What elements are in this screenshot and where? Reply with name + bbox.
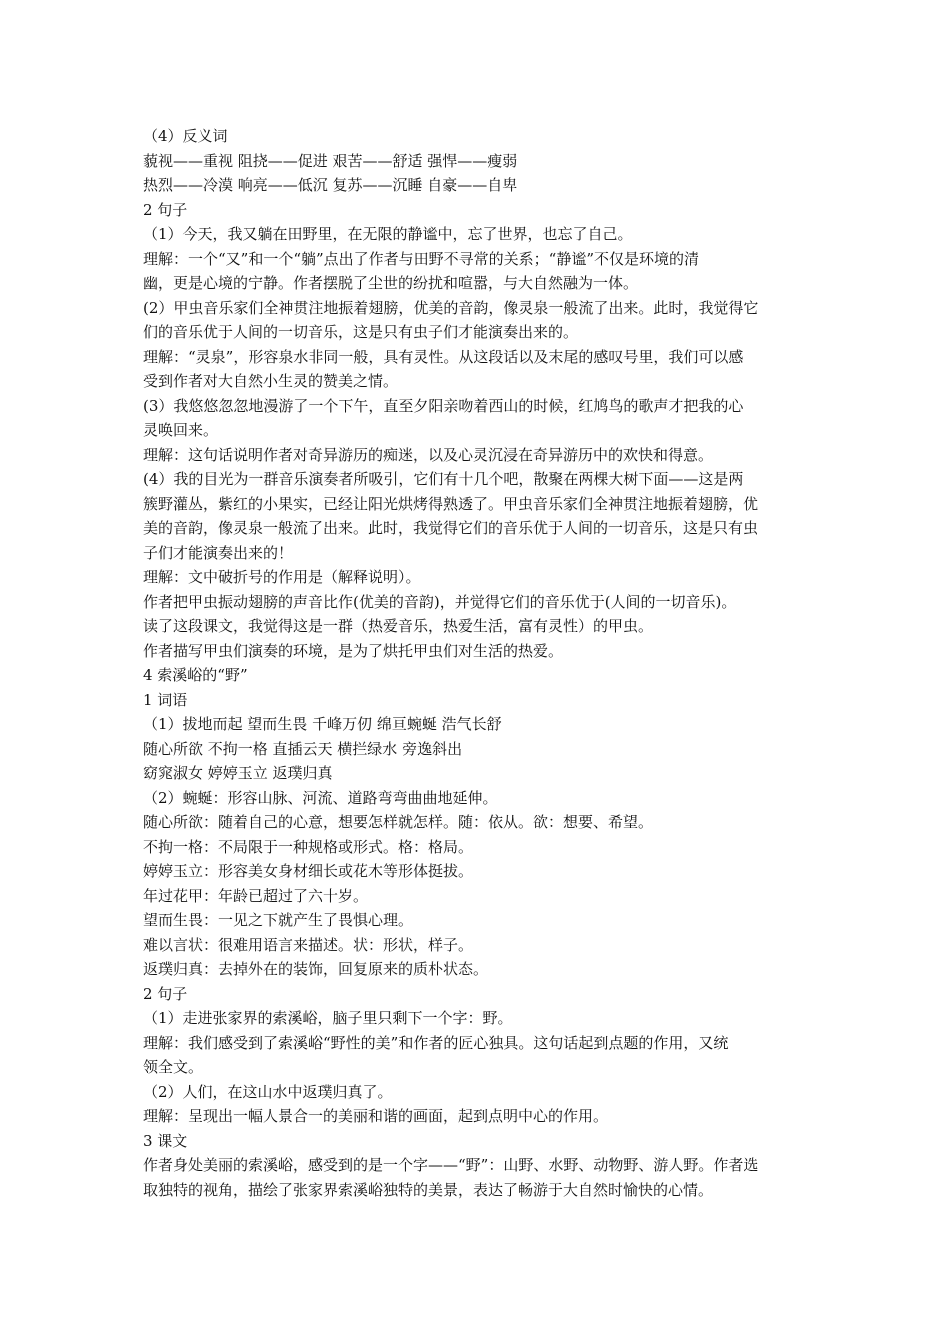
sentence-2-analysis: 理解：“灵泉”，形容泉水非同一般，具有灵性。从这段话以及末尾的感叹号里，我们可以感 xyxy=(143,347,744,366)
lesson-4-sentence-1: （1）走进张家界的索溪峪，脑子里只剩下一个字：野。 xyxy=(143,1009,513,1027)
antonyms-heading: （4）反义词 xyxy=(143,127,228,145)
sentence-3-analysis: 理解：这句话说明作者对奇异游历的痴迷，以及心灵沉浸在奇异游历中的欢快和得意。 xyxy=(143,445,714,464)
text-summary-cont: 取独特的视角，描绘了张家界索溪峪独特的美景，表达了畅游于大自然时愉快的心情。 xyxy=(143,1180,714,1199)
definition-wanyan: （2）蜿蜒：形容山脉、河流、道路弯弯曲曲地延伸。 xyxy=(143,788,498,807)
sentence-1-analysis-cont: 幽，更是心境的宁静。作者摆脱了尘世的纷扰和喧嚣，与大自然融为一体。 xyxy=(143,274,639,292)
sentence-3-cont: 灵唤回来。 xyxy=(143,421,219,439)
definition-bujuyige: 不拘一格：不局限于一种规格或形式。格：格局。 xyxy=(143,837,474,856)
sentence-4-cont-3: 子们才能演奏出来的！ xyxy=(143,543,294,562)
sentences-heading-2: 2 句子 xyxy=(143,984,188,1003)
vocabulary-row-3: 窈窕淑女 婷婷玉立 返璞归真 xyxy=(143,764,333,782)
sentence-4-analysis: 理解：文中破折号的作用是（解释说明）。 xyxy=(143,568,421,586)
sentence-4-metaphor: 作者把甲虫振动翅膀的声音比作(优美的音韵)，并觉得它们的音乐优于(人间的一切音乐)。 xyxy=(143,592,737,611)
lesson-4-sentence-1-analysis: 理解：我们感受到了索溪峪“野性的美”和作者的匠心独具。这句话起到点题的作用，又统 xyxy=(143,1033,729,1052)
vocabulary-row-2: 随心所欲 不拘一格 直插云天 横拦绿水 旁逸斜出 xyxy=(143,739,463,758)
sentence-4-reflection: 读了这段课文，我觉得这是一群（热爱音乐，热爱生活，富有灵性）的甲虫。 xyxy=(143,617,654,635)
definition-nianguohuajia: 年过花甲：年龄已超过了六十岁。 xyxy=(143,886,369,905)
text-heading: 3 课文 xyxy=(143,1131,188,1150)
sentence-4-cont-2: 美的音韵，像灵泉一般流了出来。此时，我觉得它们的音乐优于人间的一切音乐，这是只有虫 xyxy=(143,519,759,537)
document-body xyxy=(143,124,807,1202)
lesson-4-sentence-1-analysis-cont: 领全文。 xyxy=(143,1058,204,1076)
definition-tingtingyuli: 婷婷玉立：形容美女身材细长或花木等形体挺拔。 xyxy=(143,862,474,880)
definition-wangershengwei: 望而生畏：一见之下就产生了畏惧心理。 xyxy=(143,911,414,929)
sentence-2-analysis-cont: 受到作者对大自然小生灵的赞美之情。 xyxy=(143,372,399,390)
vocabulary-heading: 1 词语 xyxy=(143,690,188,709)
lesson-4-sentence-2-analysis: 理解：呈现出一幅人景合一的美丽和谐的画面，起到点明中心的作用。 xyxy=(143,1107,609,1125)
definition-nanyiyanzhuang: 难以言状：很难用语言来描述。状：形状，样子。 xyxy=(143,935,474,954)
definition-fanpuguizhen: 返璞归真：去掉外在的装饰，回复原来的质朴状态。 xyxy=(143,960,489,978)
sentence-3: (3）我悠悠忽忽地漫游了一个下午，直至夕阳亲吻着西山的时候，红鸠鸟的歌声才把我的心 xyxy=(143,396,744,415)
definition-suixinsuoyu: 随心所欲：随着自己的心意，想要怎样就怎样。随：依从。欲：想要、希望。 xyxy=(143,813,654,831)
text-summary: 作者身处美丽的索溪峪，感受到的是一个字——“野”：山野、水野、动物野、游人野。作者选 xyxy=(143,1156,759,1174)
sentence-2: (2）甲虫音乐家们全神贯注地振着翅膀，优美的音韵，像灵泉一般流了出来。此时，我觉得它 xyxy=(143,298,759,317)
antonyms-row-1: 藐视——重视 阻挠——促进 艰苦——舒适 强悍——瘦弱 xyxy=(143,151,518,170)
vocabulary-row-1: （1）拔地而起 望而生畏 千峰万仞 绵亘蜿蜒 浩气长舒 xyxy=(143,715,502,733)
antonyms-row-2: 热烈——冷漠 响亮——低沉 复苏——沉睡 自豪——自卑 xyxy=(143,176,518,194)
lesson-4-title: 4 索溪峪的“野” xyxy=(143,666,248,684)
sentence-4-cont-1: 簇野灌丛，紫红的小果实，已经让阳光烘烤得熟透了。甲虫音乐家们全神贯注地振着翅膀，优 xyxy=(143,494,759,513)
sentence-4: (4）我的目光为一群音乐演奏者所吸引，它们有十几个吧，散聚在两棵大树下面——这是两 xyxy=(143,470,744,488)
lesson-4-sentence-2: （2）人们，在这山水中返璞归真了。 xyxy=(143,1082,393,1101)
sentence-1-analysis: 理解：一个“又”和一个“躺”点出了作者与田野不寻常的关系；“静谧”不仅是环境的清 xyxy=(143,249,700,268)
sentence-2-cont: 们的音乐优于人间的一切音乐，这是只有虫子们才能演奏出来的。 xyxy=(143,323,579,341)
sentences-heading: 2 句子 xyxy=(143,200,188,219)
sentence-1: （1）今天，我又躺在田野里，在无限的静谧中，忘了世界，也忘了自己。 xyxy=(143,225,633,243)
sentence-4-environment: 作者描写甲虫们演奏的环境，是为了烘托甲虫们对生活的热爱。 xyxy=(143,641,564,660)
